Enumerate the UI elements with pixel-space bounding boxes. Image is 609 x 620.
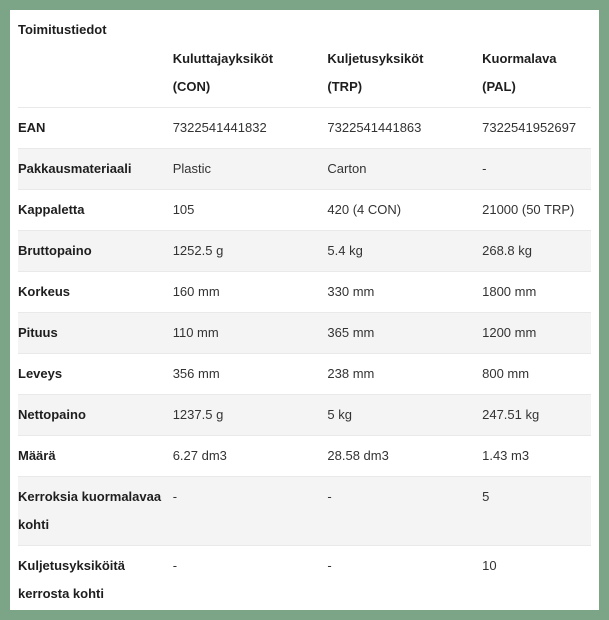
column-header-pal-code: (PAL) bbox=[482, 79, 516, 94]
pal-value-cell: 1800 mm bbox=[482, 284, 537, 299]
trp-value-cell: Carton bbox=[327, 161, 367, 176]
row-label-cell: Bruttopaino bbox=[18, 243, 92, 258]
column-header-con-label: Kuluttajayksiköt bbox=[172, 51, 274, 66]
trp-value-cell: 5.4 kg bbox=[327, 243, 363, 258]
row-label-cell: Kerroksia kuormalavaa kohti bbox=[18, 489, 162, 532]
trp-value-cell: - bbox=[327, 558, 332, 573]
column-header-pal bbox=[482, 39, 591, 108]
pal-value-cell: 247.51 kg bbox=[482, 407, 540, 422]
trp-value-cell: 365 mm bbox=[327, 325, 375, 340]
con-value-cell: - bbox=[172, 558, 178, 573]
con-value-cell: 7322541441832 bbox=[172, 120, 267, 135]
row-label-cell: Pituus bbox=[18, 325, 58, 340]
pal-value-cell: 1.43 m3 bbox=[482, 448, 530, 463]
column-header-trp bbox=[327, 39, 482, 108]
column-header-trp-label: Kuljetusyksiköt bbox=[327, 51, 424, 66]
con-value-cell: Plastic bbox=[172, 161, 211, 176]
trp-value-cell: 7322541441863 bbox=[327, 120, 422, 135]
pal-value-cell: 7322541952697 bbox=[482, 120, 577, 135]
pal-value-cell: 1200 mm bbox=[482, 325, 537, 340]
con-value-cell: 1252.5 g bbox=[172, 243, 224, 258]
table-row bbox=[18, 231, 591, 272]
pal-value-cell: 800 mm bbox=[482, 366, 530, 381]
con-value-cell: 356 mm bbox=[172, 366, 220, 381]
table-row bbox=[18, 436, 591, 477]
row-label-cell: Leveys bbox=[18, 366, 63, 381]
table-row bbox=[18, 395, 591, 436]
con-value-cell: 1237.5 g bbox=[172, 407, 224, 422]
con-value-cell: 160 mm bbox=[172, 284, 220, 299]
row-label-cell: EAN bbox=[18, 120, 46, 135]
table-row bbox=[18, 546, 591, 611]
trp-value-cell: - bbox=[327, 489, 332, 504]
trp-value-cell: 5 kg bbox=[327, 407, 352, 422]
pal-value-cell: 10 bbox=[482, 558, 497, 573]
table-row bbox=[18, 149, 591, 190]
row-label-cell: Nettopaino bbox=[18, 407, 86, 422]
column-header-trp-code: (TRP) bbox=[327, 79, 363, 94]
table-row bbox=[18, 190, 591, 231]
trp-value-cell: 238 mm bbox=[327, 366, 375, 381]
con-value-cell: - bbox=[172, 489, 178, 504]
header-row bbox=[18, 39, 591, 108]
table-row bbox=[18, 272, 591, 313]
column-header-pal-label: Kuormalava bbox=[482, 51, 557, 66]
con-value-cell: 105 bbox=[172, 202, 195, 217]
column-header-con bbox=[173, 39, 328, 108]
table-row bbox=[18, 108, 591, 149]
row-label-cell: Kuljetusyksiköitä kerrosta kohti bbox=[18, 558, 125, 601]
row-label-cell: Korkeus bbox=[18, 284, 71, 299]
con-value-cell: 110 mm bbox=[172, 325, 219, 340]
pal-value-cell: 21000 (50 TRP) bbox=[482, 202, 575, 217]
corner-cell bbox=[18, 39, 173, 108]
trp-value-cell: 28.58 dm3 bbox=[327, 448, 389, 463]
row-label-cell: Kappaletta bbox=[18, 202, 85, 217]
row-label-cell: Määrä bbox=[18, 448, 56, 463]
delivery-table-body bbox=[18, 108, 591, 611]
column-header-con-code: (CON) bbox=[172, 79, 211, 94]
table-row bbox=[18, 354, 591, 395]
pal-value-cell: 5 bbox=[482, 489, 490, 504]
trp-value-cell: 420 (4 CON) bbox=[327, 202, 402, 217]
delivery-info-panel bbox=[10, 10, 599, 610]
con-value-cell: 6.27 dm3 bbox=[172, 448, 227, 463]
table-row bbox=[18, 313, 591, 354]
page-title: Toimitustiedot bbox=[18, 22, 107, 37]
table-row bbox=[18, 477, 591, 546]
pal-value-cell: 268.8 kg bbox=[482, 243, 532, 258]
delivery-info-table bbox=[18, 39, 591, 610]
row-label-cell: Pakkausmateriaali bbox=[18, 161, 132, 176]
pal-value-cell: - bbox=[482, 161, 487, 176]
trp-value-cell: 330 mm bbox=[327, 284, 375, 299]
